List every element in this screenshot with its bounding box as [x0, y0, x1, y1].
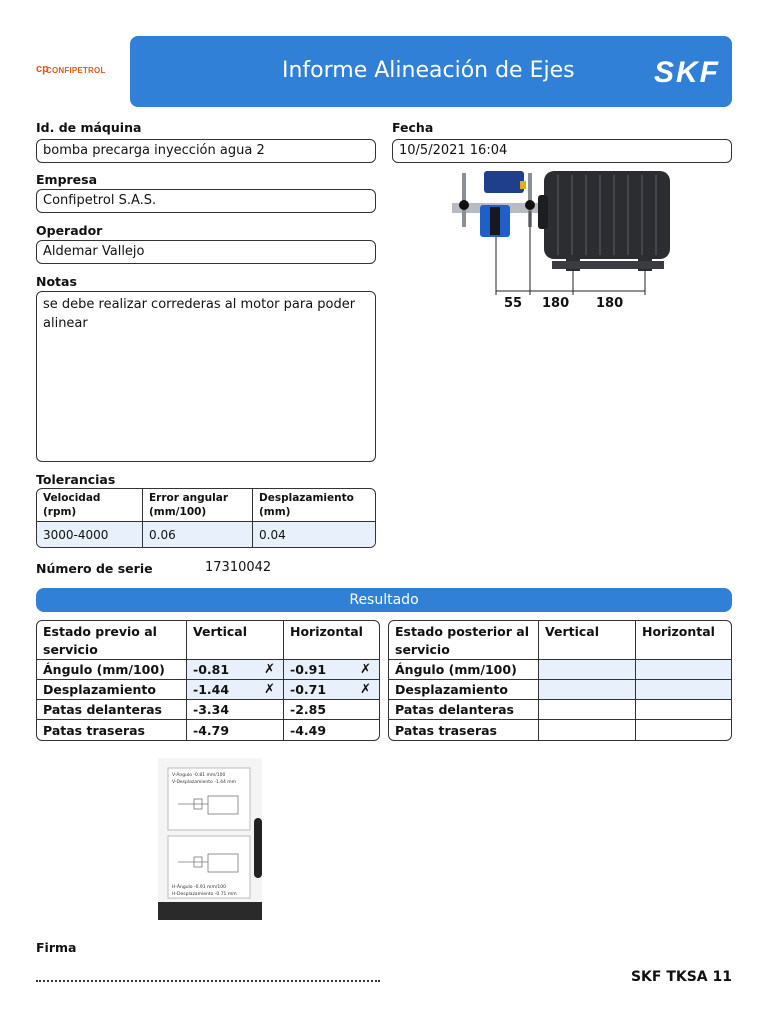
unit-indicator	[520, 181, 526, 189]
before-header-horizontal: Horizontal	[284, 621, 379, 660]
fail-icon: ✗	[264, 662, 275, 677]
before-row-label: Desplazamiento	[37, 680, 187, 700]
header-bar	[130, 36, 732, 107]
tolerances-table	[36, 488, 376, 548]
tol-speed-value: 3000-4000	[37, 522, 143, 547]
before-rear-feet-vertical: -4.79	[187, 720, 284, 740]
dimension-3: 180	[596, 296, 624, 311]
report-title: Informe Alineación de Ejes	[282, 58, 575, 83]
before-front-feet-vertical: -3.34	[187, 700, 284, 720]
tol-header-angular: Error angular (mm/100)	[143, 489, 253, 522]
after-header-state: Estado posterior al servicio	[389, 621, 539, 660]
fail-icon: ✗	[264, 682, 275, 697]
tol-offset-value: 0.04	[253, 522, 375, 547]
thumbnail-base	[158, 902, 262, 920]
fail-icon: ✗	[360, 662, 371, 677]
thumb-h-angle: H-Ángulo -0.91 mm/100	[172, 885, 226, 890]
before-header-vertical: Vertical	[187, 621, 284, 660]
after-rear-feet-vertical	[539, 720, 636, 740]
coupling-ring	[490, 207, 500, 235]
thumb-v-angle: V-Ángulo -0.81 mm/100	[172, 773, 226, 778]
machine-diagram	[448, 165, 688, 315]
date-label: Fecha	[392, 120, 434, 135]
signature-label: Firma	[36, 940, 77, 955]
after-row-label: Ángulo (mm/100)	[389, 660, 539, 680]
serial-label: Número de serie	[36, 561, 153, 576]
after-angle-horizontal	[636, 660, 731, 680]
measuring-unit	[484, 171, 524, 193]
skf-logo: SKF	[654, 56, 720, 89]
tol-header-speed: Velocidad (rpm)	[37, 489, 143, 522]
after-row-label: Desplazamiento	[389, 680, 539, 700]
after-offset-horizontal	[636, 680, 731, 700]
sensor-right	[525, 200, 535, 210]
after-header-vertical: Vertical	[539, 621, 636, 660]
after-angle-vertical	[539, 660, 636, 680]
before-row-label: Patas traseras	[37, 720, 187, 740]
before-rear-feet-horizontal: -4.49	[290, 722, 327, 738]
notes-label: Notas	[36, 274, 77, 289]
serial-value: 17310042	[205, 560, 272, 575]
signature-line	[36, 972, 380, 982]
notes-field: se debe realizar correderas al motor para poder alinear	[36, 291, 376, 462]
before-offset-vertical: -1.44 ✗	[187, 680, 284, 700]
before-row-label: Ángulo (mm/100)	[37, 660, 187, 680]
before-service-table	[36, 620, 380, 741]
logo-text: CONFIPETROL	[46, 66, 106, 75]
measurement-thumbnail	[158, 758, 262, 920]
confipetrol-logo	[36, 52, 126, 92]
thumb-v-offset: V-Desplazamiento -1.44 mm	[172, 780, 237, 785]
fail-icon: ✗	[360, 682, 371, 697]
company-label: Empresa	[36, 172, 98, 187]
before-front-feet-horizontal: -2.85	[284, 700, 379, 720]
after-service-table	[388, 620, 732, 741]
after-row-label: Patas traseras	[389, 720, 539, 740]
company-field: Confipetrol S.A.S.	[36, 189, 376, 213]
after-rear-feet-horizontal	[636, 720, 731, 740]
after-front-feet-horizontal	[636, 700, 731, 720]
operator-field: Aldemar Vallejo	[36, 240, 376, 264]
dimension-2: 180	[542, 296, 570, 311]
motor-base	[552, 261, 664, 269]
machine-id-label: Id. de máquina	[36, 120, 142, 135]
tolerances-label: Tolerancias	[36, 472, 116, 487]
sensor-left	[459, 200, 469, 210]
thumbnail-motor-edge	[254, 818, 262, 878]
after-row-label: Patas delanteras	[389, 700, 539, 720]
date-field: 10/5/2021 16:04	[392, 139, 732, 163]
motor-flange	[538, 195, 548, 229]
after-offset-vertical	[539, 680, 636, 700]
tol-header-offset: Desplazamiento (mm)	[253, 489, 375, 522]
logo-mark: cp	[36, 63, 49, 75]
after-header-horizontal: Horizontal	[636, 621, 731, 660]
after-front-feet-vertical	[539, 700, 636, 720]
operator-label: Operador	[36, 223, 103, 238]
before-angle-vertical: -0.81 ✗	[187, 660, 284, 680]
before-offset-horizontal: -0.71 ✗	[284, 680, 379, 700]
before-angle-horizontal: -0.91 ✗	[284, 660, 379, 680]
thumb-h-offset: H-Desplazamiento -0.71 mm	[172, 892, 237, 897]
dimension-1: 55	[504, 296, 523, 311]
machine-id-field: bomba precarga inyección agua 2	[36, 139, 376, 163]
before-header-state: Estado previo al servicio	[37, 621, 187, 660]
motor-body	[544, 171, 670, 259]
tol-angular-value: 0.06	[143, 522, 253, 547]
result-bar: Resultado	[36, 588, 732, 612]
before-row-label: Patas delanteras	[37, 700, 187, 720]
device-model: SKF TKSA 11	[630, 969, 732, 985]
